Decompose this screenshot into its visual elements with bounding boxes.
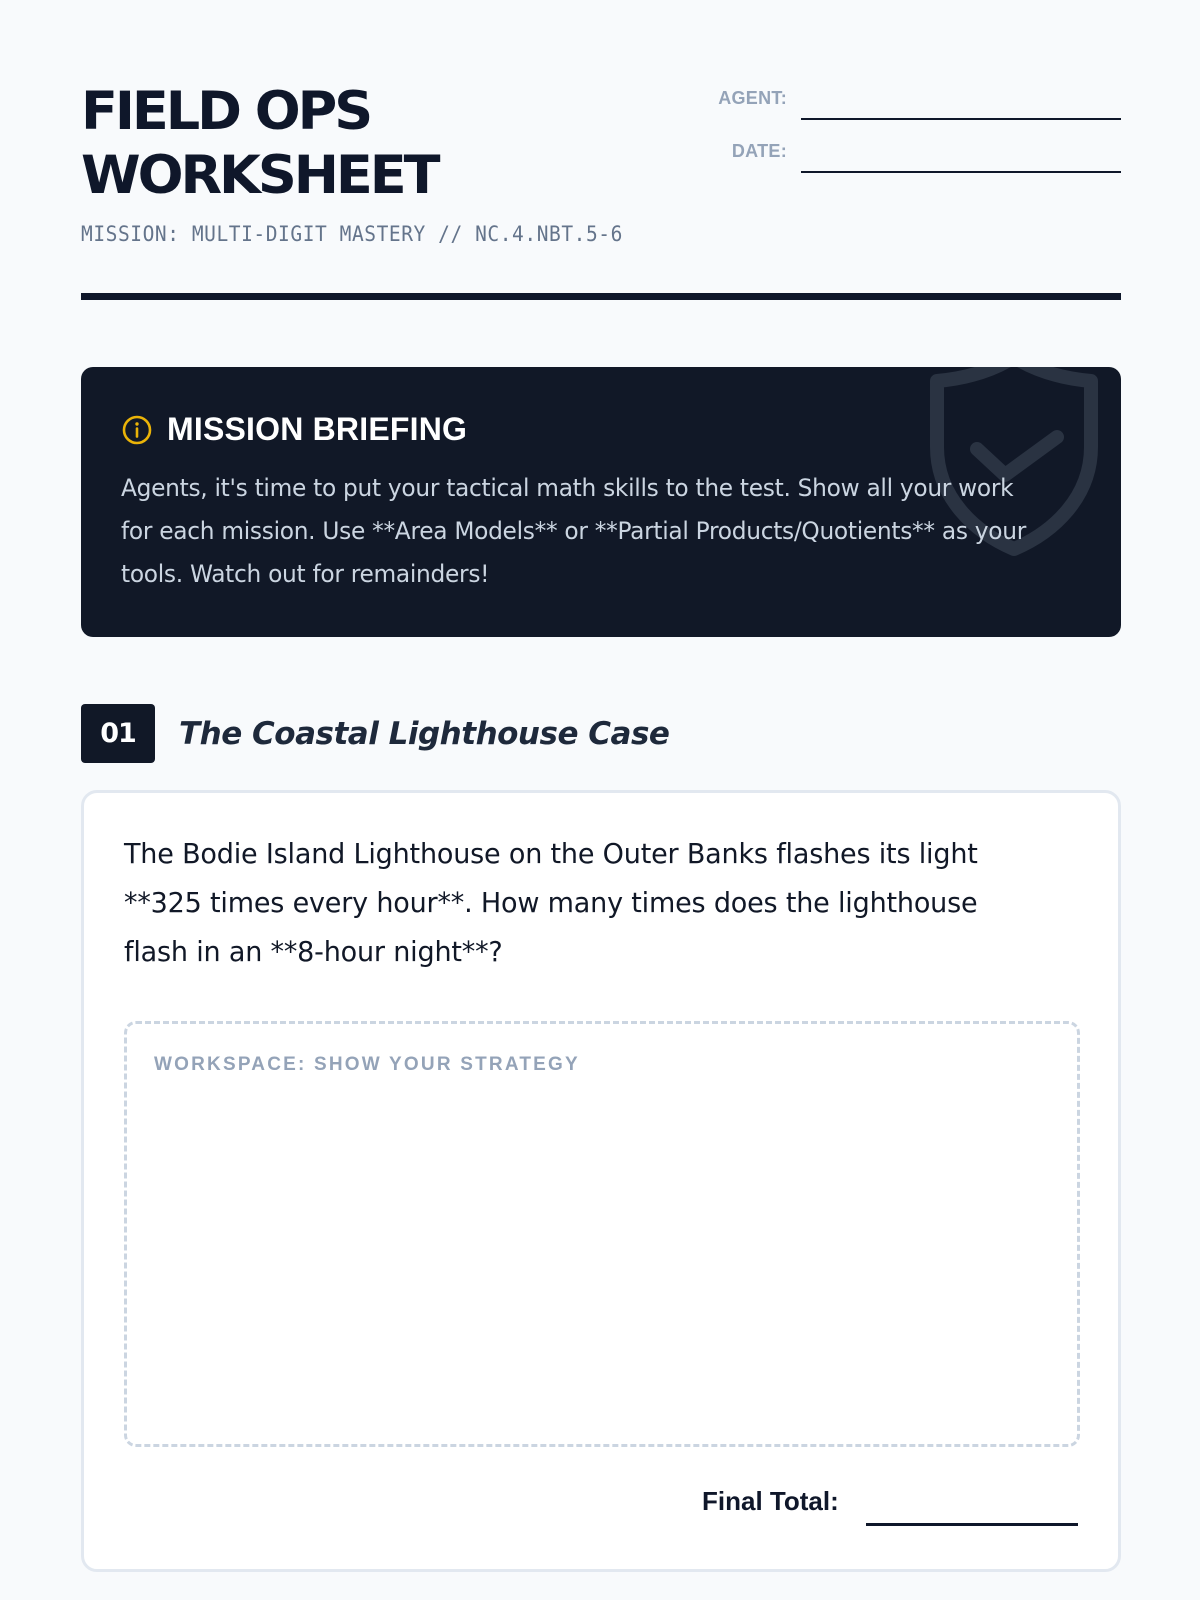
date-label: DATE: <box>731 141 787 161</box>
title-line-1: FIELD OPS <box>81 81 371 142</box>
problem-text: The Bodie Island Lighthouse on the Outer Banks flashes its light **325 times every hour**. How many times does the lighthouse flash in an **8-hour night**? <box>124 837 978 968</box>
mission-code: MISSION: MULTI-DIGIT MASTERY // NC.4.NBT.5-6 <box>81 222 623 246</box>
briefing-title: MISSION BRIEFING <box>167 411 468 447</box>
worksheet-header <box>81 80 1121 300</box>
title-line-2: WORKSHEET <box>81 145 438 206</box>
agent-field <box>681 80 1121 133</box>
info-icon <box>121 414 153 446</box>
problem-title: The Coastal Lighthouse Case <box>179 715 670 752</box>
date-field <box>681 133 1121 186</box>
date-input-line[interactable] <box>801 171 1121 173</box>
final-total-label: Final Total: <box>702 1486 839 1516</box>
problem-header <box>81 704 669 763</box>
agent-input-line[interactable] <box>801 118 1121 120</box>
problem-card <box>81 790 1121 1572</box>
workspace-area[interactable] <box>124 1021 1080 1447</box>
header-divider <box>81 293 1121 300</box>
workspace-label: WORKSPACE: SHOW YOUR STRATEGY <box>154 1054 580 1075</box>
final-total-input-line[interactable] <box>866 1523 1078 1526</box>
agent-label: AGENT: <box>718 88 787 108</box>
briefing-header <box>121 411 467 448</box>
problem-number-badge: 01 <box>81 704 155 763</box>
header-fields <box>681 80 1121 186</box>
briefing-text: Agents, it's time to put your tactical math skills to the test. Show all your work for each mission. Use **Area Models** or **Partial Products/Quotients** as your tools. Watch out for remainders! <box>121 474 1026 588</box>
mission-briefing-panel <box>81 367 1121 637</box>
